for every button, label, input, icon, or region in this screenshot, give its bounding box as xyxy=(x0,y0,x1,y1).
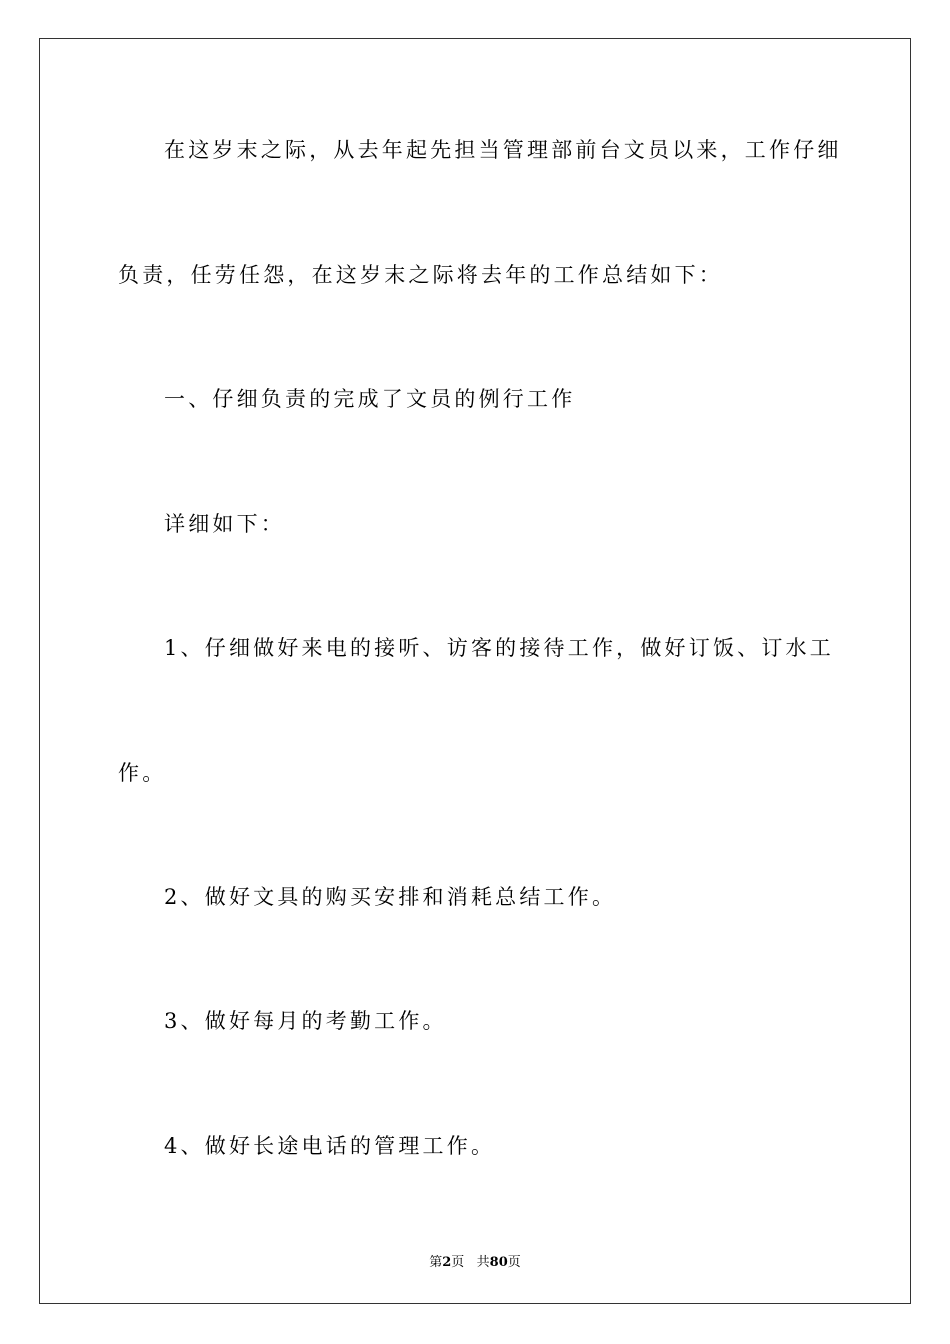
list-item-3: 3、做好每月的考勤工作。 xyxy=(164,1009,447,1033)
footer-page-number: 2 xyxy=(442,1255,452,1270)
footer-suffix: 页 xyxy=(507,1255,521,1270)
footer-middle: 页 共 xyxy=(451,1255,490,1270)
page-footer xyxy=(40,1251,910,1270)
section-heading: 一、仔细负责的完成了文员的例行工作 xyxy=(164,387,576,411)
list-item-2: 2、做好文具的购买安排和消耗总结工作。 xyxy=(164,885,617,909)
footer-prefix: 第 xyxy=(429,1255,443,1270)
footer-total-pages: 80 xyxy=(489,1255,508,1270)
page-frame xyxy=(39,38,911,1304)
paragraph-line-2: 负责，任劳任怨，在这岁末之际将去年的工作总结如下： xyxy=(118,263,723,287)
list-item-1-continued: 作。 xyxy=(118,761,167,785)
list-item-1: 1、仔细做好来电的接听、访客的接待工作，做好订饭、订水工 xyxy=(164,636,834,660)
list-item-4: 4、做好长途电话的管理工作。 xyxy=(164,1134,496,1158)
paragraph-line-4: 详细如下： xyxy=(164,512,285,536)
paragraph-line-1: 在这岁末之际，从去年起先担当管理部前台文员以来，工作仔细 xyxy=(164,138,842,162)
